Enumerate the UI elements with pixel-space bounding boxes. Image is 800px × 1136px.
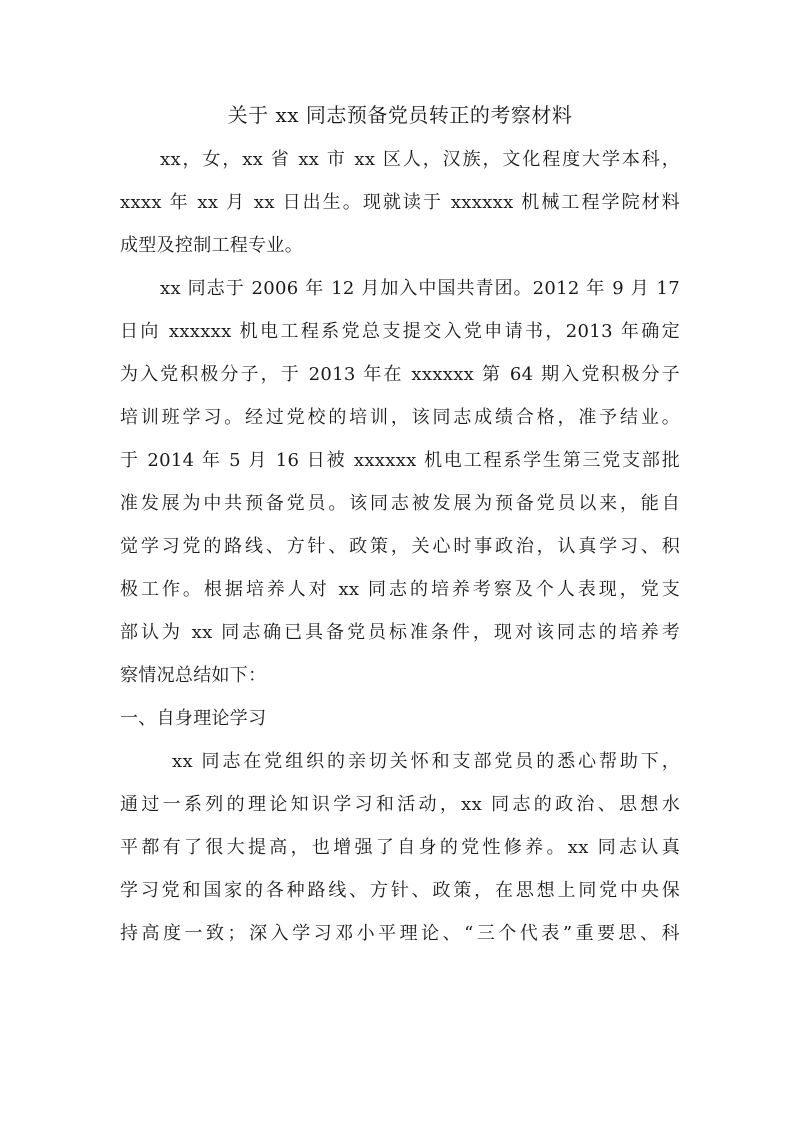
section-1-heading: 一、自身理论学习 (120, 708, 267, 729)
paragraph-2-line-10: 察情况总结如下： (120, 665, 267, 686)
paragraph-2-line-2: 日向 xxxxxx 机电工程系党总支提交入党申请书，2013 年确定 (120, 321, 680, 342)
document-title: 关于 xx 同志预备党员转正的考察材料 (227, 103, 573, 127)
paragraph-3-line-2: 通过一系列的理论知识学习和活动，xx 同志的政治、思想水 (120, 794, 680, 815)
paragraph-2-line-4: 培训班学习。经过党校的培训，该同志成绩合格，准予结业。 (120, 407, 680, 428)
paragraph-3-line-1: xx 同志在党组织的亲切关怀和支部党员的悉心帮助下， (172, 751, 680, 772)
paragraph-2-line-1: xx 同志于 2006 年 12 月加入中国共青团。2012 年 9 月 17 (160, 278, 680, 299)
paragraph-2-line-9: 部认为 xx 同志确已具备党员标准条件，现对该同志的培养考 (120, 622, 680, 643)
paragraph-1-line-3: 成型及控制工程专业。 (120, 235, 303, 256)
paragraph-3-line-4: 学习党和国家的各种路线、方针、政策，在思想上同党中央保 (120, 880, 680, 901)
paragraph-1-line-1: xx，女，xx 省 xx 市 xx 区人，汉族，文化程度大学本科， (160, 149, 680, 170)
paragraph-2-line-3: 为入党积极分子，于 2013 年在 xxxxxx 第 64 期入党积极分子 (120, 364, 680, 385)
paragraph-2-line-7: 觉学习党的路线、方针、政策，关心时事政治，认真学习、积 (120, 536, 680, 557)
paragraph-2-line-6: 准发展为中共预备党员。该同志被发展为预备党员以来，能自 (120, 493, 680, 514)
paragraph-2-line-5: 于 2014 年 5 月 16 日被 xxxxxx 机电工程系学生第三党支部批 (120, 450, 680, 471)
paragraph-3-line-5: 持高度一致；深入学习邓小平理论、“三个代表”重要思、科 (120, 923, 680, 944)
paragraph-2-line-8: 极工作。根据培养人对 xx 同志的培养考察及个人表现，党支 (120, 579, 680, 600)
paragraph-1-line-2: xxxx 年 xx 月 xx 日出生。现就读于 xxxxxx 机械工程学院材料 (120, 192, 680, 213)
paragraph-3-line-3: 平都有了很大提高，也增强了自身的党性修养。xx 同志认真 (120, 837, 680, 858)
